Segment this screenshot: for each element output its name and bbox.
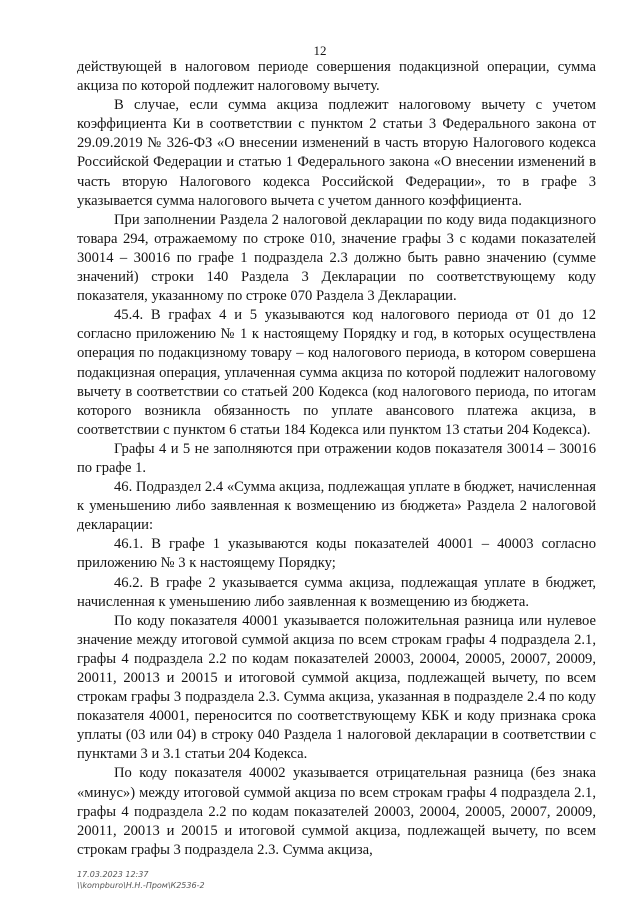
paragraph-code-40002: По коду показателя 40002 указывается отрицательная разница (без знака «минус») между итоговой суммой акциза по всем строкам графы 4 подраздела 2.1, графы 4 подраздела 2.2 по кодам показателей 20003, 20004, 20005, 20007, 20009, 20011, 20013 и 20015 и итоговой суммой акциза, подлежащей вычету, по всем строкам графы 3 подраздела 2.3. Сумма акциза, [77, 765, 596, 858]
document-body [77, 58, 596, 860]
paragraph-columns-4-5: Графы 4 и 5 не заполняются при отражении кодов показателя 30014 – 30016 по графе 1. [77, 440, 596, 476]
paragraph-ki-coefficient: В случае, если сумма акциза подлежит налоговому вычету с учетом коэффициента Ки в соответствии с пунктом 2 статьи 3 Федерального закона от 29.09.2019 № 326-ФЗ «О внесении изменений в часть вторую Налогового кодекса Российской Федерации и статью 1 Федерального закона «О внесении изменений в часть вторую Налогового кодекса Российской Федерации», то в графе 3 указывается сумма налогового вычета с учетом данного коэффициента. [77, 97, 596, 209]
paragraph-46-1: 46.1. В графе 1 указываются коды показателей 40001 – 40003 согласно приложению № 3 к настоящему Порядку; [77, 536, 596, 572]
paragraph-continuation: действующей в налоговом периоде совершения подакцизной операции, сумма акциза по которой подлежит налоговому вычету. [77, 59, 596, 95]
footer-file-path: \\kompburo\Н.Н.-Пром\К2536-2 [77, 881, 205, 890]
paragraph-45-4: 45.4. В графах 4 и 5 указываются код налогового периода от 01 до 12 согласно приложению № 1 к настоящему Порядку и год, в которых осуществлена операция по подакцизному товару – код налогового периода, в котором совершена подакцизная операция, уплаченная сумма акциза по которой подлежит налоговому вычету в соответствии со статьей 200 Кодекса (код налогового периода, по итогам которого возникла обязанность по уплате авансового платежа акциза, в соответствии с пунктом 6 статьи 184 Кодекса или пунктом 13 статьи 204 Кодекса). [77, 307, 596, 438]
paragraph-code-40001: По коду показателя 40001 указывается положительная разница или нулевое значение между итоговой суммой акциза по всем строкам графы 4 подраздела 2.1, графы 4 подраздела 2.2 по кодам показателей 20003, 20004, 20005, 20007, 20009, 20011, 20013 и 20015 и итоговой суммой акциза, подлежащей вычету, по всем строкам графы 3 подраздела 2.3. Сумма акциза, указанная в подразделе 2.4 по коду показателя 40001, переносится по соответствующему КБК и коду признака срока уплаты (03 или 04) в строку 040 Раздела 1 налоговой декларации в соответствии с пунктами 3 и 3.1 статьи 204 Кодекса. [77, 612, 596, 763]
file-footer [77, 869, 205, 891]
paragraph-46-2: 46.2. В графе 2 указывается сумма акциза, подлежащая уплате в бюджет, начисленная к уменьшению либо заявленная к возмещению из бюджета. [77, 574, 596, 610]
paragraph-46: 46. Подраздел 2.4 «Сумма акциза, подлежащая уплате в бюджет, начисленная к уменьшению либо заявленная к возмещению из бюджета» Раздела 2 налоговой декларации: [77, 479, 596, 534]
footer-timestamp: 17.03.2023 12:37 [77, 870, 149, 879]
page-number: 12 [313, 43, 327, 58]
paragraph-section2-code294: При заполнении Раздела 2 налоговой декларации по коду вида подакцизного товара 294, отражаемому по строке 010, значение графы 3 с кодами показателей 30014 – 30016 по графе 1 подраздела 2.3 должно быть равно значению (сумме значений) строки 140 Раздела 3 Декларации по соответствующему коду показателя, указанному по строке 070 Раздела 3 Декларации. [77, 211, 596, 305]
